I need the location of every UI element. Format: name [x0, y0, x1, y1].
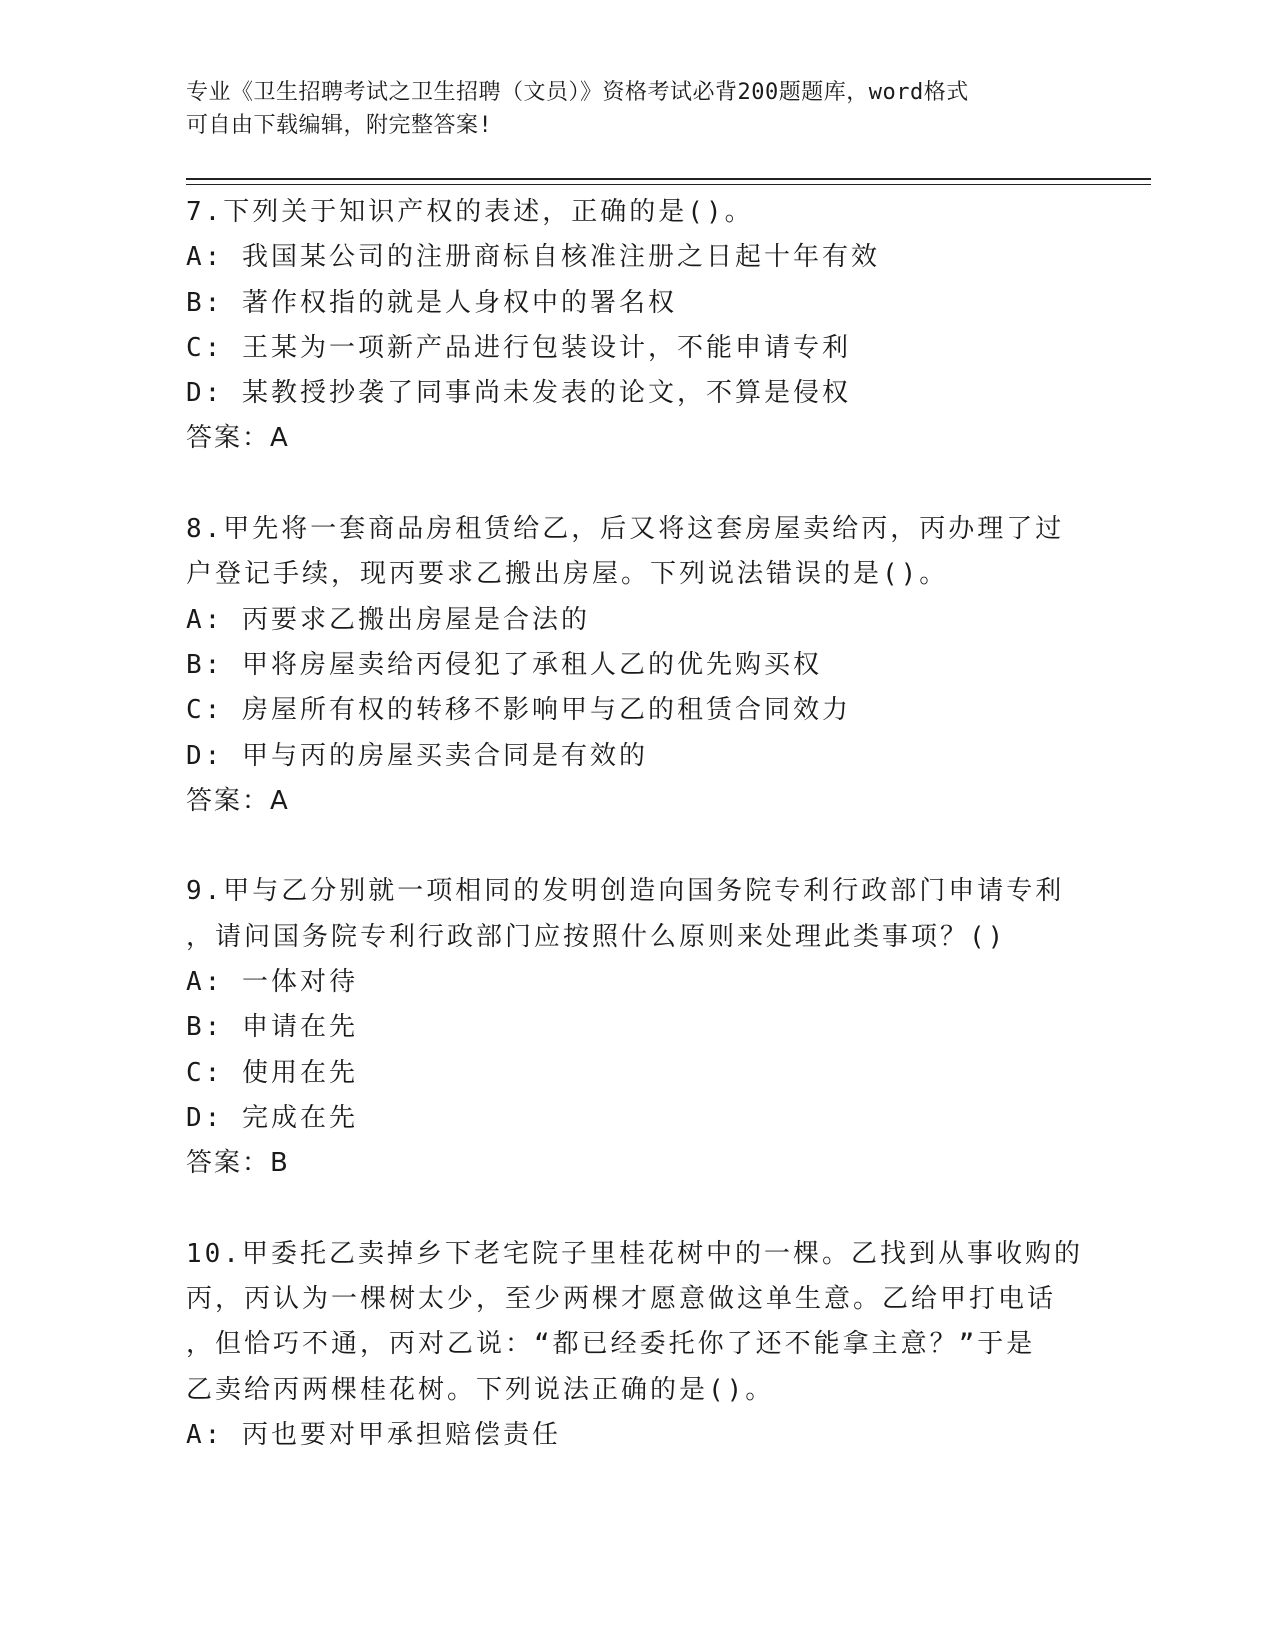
answer-line: 答案：A: [186, 785, 290, 816]
question-stem-line: 9.甲与乙分别就一项相同的发明创造向国务院专利行政部门申请专利: [186, 876, 1065, 907]
question-stem-line: 丙，丙认为一棵树太少，至少两棵才愿意做这单生意。乙给甲打电话: [186, 1284, 1057, 1315]
header-rule-thin: [186, 184, 1151, 185]
option-line: B: 著作权指的就是人身权中的署名权: [186, 287, 677, 318]
header-rule-thick: [186, 178, 1151, 180]
option-line: A: 丙要求乙搬出房屋是合法的: [186, 604, 590, 635]
option-line: A: 我国某公司的注册商标自核准注册之日起十年有效: [186, 242, 880, 273]
option-line: A: 丙也要对甲承担赔偿责任: [186, 1420, 561, 1451]
option-line: D: 甲与丙的房屋买卖合同是有效的: [186, 740, 648, 771]
answer-line: 答案：B: [186, 1148, 290, 1179]
question-stem-line: 10.甲委托乙卖掉乡下老宅院子里桂花树中的一棵。乙找到从事收购的: [186, 1238, 1083, 1269]
option-line: B: 甲将房屋卖给丙侵犯了承租人乙的优先购买权: [186, 649, 822, 680]
option-line: B: 申请在先: [186, 1012, 358, 1043]
question-stem-line: 户登记手续，现丙要求乙搬出房屋。下列说法错误的是()。: [186, 559, 949, 590]
question-spacer: [186, 1187, 1086, 1232]
question-stem-line: 乙卖给丙两棵桂花树。下列说法正确的是()。: [186, 1374, 775, 1405]
question-block: [186, 869, 1086, 1231]
option-line: D: 完成在先: [186, 1102, 358, 1133]
header-line-1: 专业《卫生招聘考试之卫生招聘（文员）》资格考试必背200题题库，word格式: [186, 80, 969, 105]
option-line: A: 一体对待: [186, 967, 358, 998]
question-spacer: [186, 462, 1086, 507]
question-list: [186, 190, 1086, 1458]
header-line-2: 可自由下载编辑，附完整答案!: [186, 113, 493, 138]
question-block: [186, 190, 1086, 507]
document-header: [186, 76, 1086, 142]
option-line: C: 房屋所有权的转移不影响甲与乙的租赁合同效力: [186, 695, 851, 726]
option-line: C: 王某为一项新产品进行包装设计，不能申请专利: [186, 332, 851, 363]
question-spacer: [186, 824, 1086, 869]
answer-line: 答案：A: [186, 423, 290, 454]
question-block: [186, 1232, 1086, 1458]
question-stem-line: 7.下列关于知识产权的表述，正确的是()。: [186, 197, 754, 227]
question-block: [186, 507, 1086, 869]
question-stem-line: 8.甲先将一套商品房租赁给乙，后又将这套房屋卖给丙，丙办理了过: [186, 514, 1065, 545]
option-line: D: 某教授抄袭了同事尚未发表的论文，不算是侵权: [186, 378, 851, 409]
question-stem-line: ，请问国务院专利行政部门应按照什么原则来处理此类事项？(): [186, 921, 1007, 952]
question-stem-line: ，但恰巧不通，丙对乙说：“都已经委托你了还不能拿主意？”于是: [186, 1329, 1036, 1360]
option-line: C: 使用在先: [186, 1057, 358, 1088]
